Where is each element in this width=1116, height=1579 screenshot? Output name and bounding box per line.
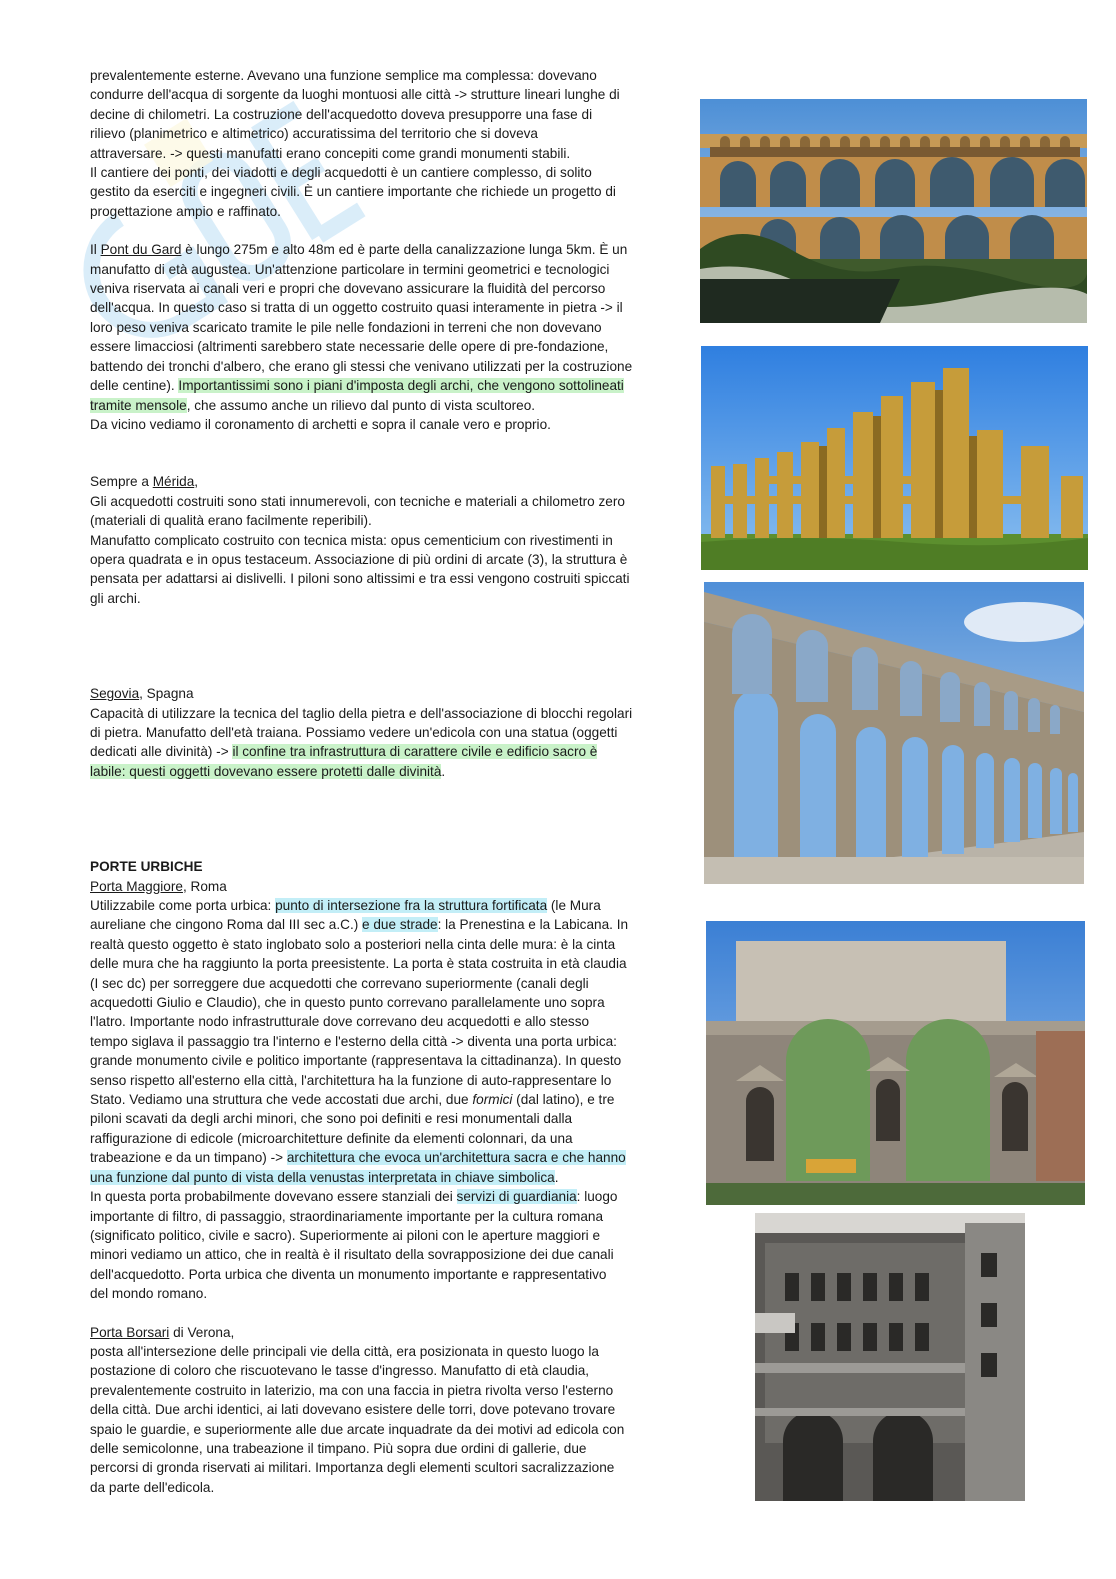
p2-line: veniva riservata ai canali veri e propri che dovevano assicurare la fluidità del percorso xyxy=(90,281,606,297)
p6-line: posta all'intersezione delle principali vie della città, era posizionata in questo luogo la xyxy=(90,1343,599,1359)
text-column xyxy=(90,66,680,1497)
p3-line: opera quadrata e in opus testaceum. Associazione di più ordini di arcate (3), la struttura è xyxy=(90,551,628,567)
p3-line: Manufatto complicato costruito con tecnica mista: opus cementicium con rivestimenti in xyxy=(90,532,613,548)
p5-line: raffigurazione di edicole (microarchitetture definite da elementi colonnari, da una xyxy=(90,1130,573,1146)
p5-line: senso rispetto all'esterno ella città, l'architettura ha la funzione di auto-rappresentare lo xyxy=(90,1072,612,1088)
text-fragment: In questa porta probabilmente dovevano essere stanziali dei xyxy=(90,1189,457,1205)
pont-du-gard-link: Pont du Gard xyxy=(100,242,182,258)
p6-line: postazione di coloro che riscuotevano le tasse d'ingresso. Manufatto di età claudia, xyxy=(90,1363,590,1379)
p4-line: di pietra. Manufatto dell'età traiana. Possiamo vedere un'edicola con una statua (oggetti xyxy=(90,724,618,740)
segovia-aqueduct-photo xyxy=(704,582,1084,884)
highlight: una funzione dal punto di vista della venustas interpretata in chiave simbolica xyxy=(90,1169,555,1185)
p1-line: Il cantiere dei ponti, dei viadotti e degli acquedotti è un cantiere complesso, di solito xyxy=(90,165,592,181)
p5-line xyxy=(90,896,680,915)
segovia-link: Segovia xyxy=(90,686,140,702)
p2-line: Da vicino vediamo il coronamento di archetti e sopra il canale vero e proprio. xyxy=(90,416,551,432)
p1-line: condurre dell'acqua di sorgente da luoghi montuosi alle città -> strutture lineari lunghe di xyxy=(90,87,620,103)
highlight: architettura che evoca un'architettura sacra e che hanno xyxy=(286,1150,626,1166)
text-fragment: , xyxy=(194,474,199,490)
text-fragment: Il xyxy=(90,242,101,258)
text-fragment: Stato. Vediamo una struttura che vede accostati due archi, due xyxy=(90,1092,473,1108)
text-fragment: trabeazione e da un timpano) -> xyxy=(90,1150,287,1166)
p5-line: delle mura che ha raggiunto la porta preesistente. La porta è stata costruita in età claudia xyxy=(90,956,627,972)
p5-line: realtà questo oggetto è stato inglobato solo a posteriori nella cinta delle mura: è la cinta xyxy=(90,936,616,952)
highlight: tramite mensole xyxy=(90,397,187,413)
section-heading: PORTE URBICHE xyxy=(90,859,203,875)
text-fragment: dedicati alle divinità) -> xyxy=(90,744,233,760)
text-fragment: , Spagna xyxy=(139,686,194,702)
porta-borsari-photo xyxy=(755,1213,1025,1501)
p2-line: dell'acqua. In questo caso si tratta di un oggetto costruito quasi interamente in pietra -> il xyxy=(90,300,623,316)
p5-line: piloni scavati da degli archi minori, che sono poi definiti e resi monumentali dalla xyxy=(90,1111,573,1127)
p5-line: l'latro. Importante nodo infrastrutturale dove correvano deu acquedotti e allo stesso xyxy=(90,1014,590,1030)
p5-line: grande monumento civile e politico importante (rappresentava la cittadinanza). In questo xyxy=(90,1053,622,1069)
p2-line xyxy=(90,240,680,259)
p6-line xyxy=(90,1323,680,1342)
p5-line: minori vediamo un attico, che in realtà è il risultato della sovrapposizione dei due canali xyxy=(90,1247,614,1263)
p6-line: percorsi di gronda riservati ai militari. Importanza degli elementi scultori sacralizzazione xyxy=(90,1460,615,1476)
text-fragment: : luogo xyxy=(576,1189,618,1205)
p6-line: da parte dell'edicola. xyxy=(90,1479,215,1495)
p3-line: pensata per adattarsi ai dislivelli. I piloni sono altissimi e tra essi vengono costruiti spiccati xyxy=(90,571,630,587)
text-fragment: : la Prenestina e la Labicana. In xyxy=(437,917,629,933)
p6-line: della città. Due archi identici, ai lati dovevano esistere delle torri, dove potevano trovare xyxy=(90,1402,616,1418)
text-fragment: . xyxy=(441,763,446,779)
text-fragment: aureliane che cingono Roma dal III sec a.C.) xyxy=(90,917,363,933)
text-fragment: (le Mura xyxy=(547,898,601,913)
text-fragment: , che assumo anche un rilievo dal punto di vista scultoreo. xyxy=(186,397,536,413)
p5-line: tempo siglava il passaggio tra l'interno e l'esterno della città -> diventa una porta urbica: xyxy=(90,1033,617,1049)
p6-line: prevalentemente costruito in laterizio, ma con una faccia in pietra rivolta verso l'esterno xyxy=(90,1382,614,1398)
p1-line: decine di chilometri. La costruzione dell'acquedotto doveva presupporre una fase di xyxy=(90,106,593,122)
p5-line xyxy=(90,1187,680,1206)
p5-line xyxy=(90,1148,680,1167)
p6-line: delle semicolonne, una trabeazione il timpano. Più sopra due ordini di gallerie, due xyxy=(90,1440,587,1456)
porta-maggiore-photo xyxy=(706,921,1085,1205)
p5-line: del mondo romano. xyxy=(90,1286,208,1302)
p1-line: rilievo (planimetrico e altimetrico) accuratissima del territorio che si doveva xyxy=(90,126,538,142)
highlight: labile: questi oggetti dovevano essere protetti dalle divinità xyxy=(90,763,442,779)
text-fragment: Sempre a xyxy=(90,474,153,490)
p2-line xyxy=(90,376,680,395)
p4-line xyxy=(90,762,680,781)
p2-line: essere limacciosi (altrimenti sarebbero state necessarie delle opere di pre-fondazione, xyxy=(90,339,609,355)
porta-maggiore-link: Porta Maggiore xyxy=(90,878,183,894)
p1-line: progettazione ampio e raffinato. xyxy=(90,203,281,219)
p3-line: gli archi. xyxy=(90,590,141,606)
p1-line: prevalentemente esterne. Avevano una funzione semplice ma complessa: dovevano xyxy=(90,68,597,83)
text-fragment: delle centine). xyxy=(90,378,179,394)
highlight: il confine tra infrastruttura di carattere civile e edificio sacro è xyxy=(232,744,598,760)
p4-line xyxy=(90,684,680,703)
p1-line: gestito da eserciti e ingegneri civili. È un cantiere importante che richiede un progetto di xyxy=(90,184,616,200)
highlight: punto di intersezione fra la struttura fortificata xyxy=(275,898,548,913)
p3-line: (materiali di qualità erano facilmente reperibili). xyxy=(90,513,372,529)
p2-line: loro peso veniva scaricato tramite le pile nelle fondazioni in terreni che non dovevano xyxy=(90,319,602,335)
text-fragment: , Roma xyxy=(182,878,227,894)
p5-line: (I sec dc) per sorreggere due acquedotti che correvano superiormente (canali degli xyxy=(90,975,589,991)
p5-line xyxy=(90,1090,680,1109)
text-fragment: (dal latino), e tre xyxy=(512,1092,615,1108)
highlight: Importantissimi sono i piani d'imposta degli archi, che vengono sottolineati xyxy=(178,378,624,394)
italic-term: formici xyxy=(472,1092,513,1108)
text-fragment: di Verona, xyxy=(169,1324,235,1340)
p4-line xyxy=(90,742,680,761)
p5-line: importante di filtro, di passaggio, straordinariamente importante per la cultura romana xyxy=(90,1208,604,1224)
p3-line: Gli acquedotti costruiti sono stati innumerevoli, con tecniche e materiali a chilometro zero xyxy=(90,493,625,509)
p4-line: Capacità di utilizzare la tecnica del taglio della pietra e dell'associazione di blocchi regolari xyxy=(90,705,633,721)
p6-line: spaio le guardie, e superiormente alle due arcate inquadrate da dei motivi ad edicola con xyxy=(90,1421,625,1437)
p2-line: manufatto di età augustea. Un'attenzione particolare in termini geometrici e tecnologici xyxy=(90,261,610,277)
p5-line xyxy=(90,1168,680,1187)
porta-borsari-link: Porta Borsari xyxy=(90,1324,170,1340)
p5-line: acquedotti Giulio e Claudio), che in questo punto correvano parallelamente uno sopra xyxy=(90,995,605,1011)
pont-du-gard-photo xyxy=(700,99,1087,323)
highlight: servizi di guardiania xyxy=(456,1189,577,1205)
p2-line xyxy=(90,396,680,415)
text-fragment: è lungo 275m e alto 48m ed è parte della canalizzazione lunga 5km. È un xyxy=(181,242,628,258)
p1-line: attraversare. -> questi manufatti erano concepiti come grandi monumenti stabili. xyxy=(90,145,571,161)
p3-line xyxy=(90,472,680,491)
merida-link: Mérida xyxy=(152,474,195,490)
p2-line: battendo dei tronchi d'albero, che erano gli stessi che venivano utilizzati per la costruzione xyxy=(90,358,633,374)
text-fragment: Utilizzabile come porta urbica: xyxy=(90,898,276,913)
p5-line: dell'acquedotto. Porta urbica che diventa un monumento importante e rappresentativo xyxy=(90,1266,607,1282)
merida-aqueduct-photo xyxy=(701,346,1088,570)
p5-line: (significato politico, civile e sacro). Superiormente ai piloni con le aperture maggiori e xyxy=(90,1227,601,1243)
highlight: e due strade xyxy=(362,917,438,933)
p5-line xyxy=(90,915,680,934)
text-fragment: . xyxy=(554,1169,559,1185)
p5-line xyxy=(90,877,680,896)
